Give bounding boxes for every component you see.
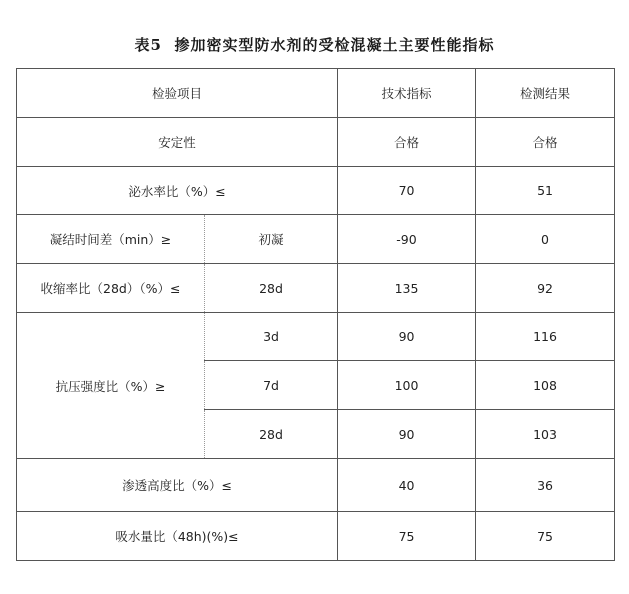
row-spec: 75	[338, 512, 476, 561]
table-row	[17, 264, 615, 313]
row-sub: 7d	[205, 361, 338, 410]
header-result: 检测结果	[476, 69, 615, 118]
row-spec: 100	[338, 361, 476, 410]
row-result: 合格	[476, 118, 615, 167]
row-spec: -90	[338, 215, 476, 264]
table-title: 掺加密实型防水剂的受检混凝土主要性能指标	[174, 36, 495, 54]
row-spec: 70	[338, 167, 476, 215]
row-item: 收缩率比（28d）（%）≤	[17, 264, 205, 313]
row-item: 渗透高度比（%）≤	[17, 459, 338, 512]
row-result: 51	[476, 167, 615, 215]
row-sub: 初凝	[205, 215, 338, 264]
row-sub: 3d	[205, 313, 338, 361]
row-item: 抗压强度比（%）≥	[17, 313, 205, 459]
row-result: 36	[476, 459, 615, 512]
row-sub: 28d	[205, 264, 338, 313]
performance-table	[16, 68, 615, 561]
table-caption	[0, 34, 629, 55]
table-row	[17, 215, 615, 264]
row-spec: 90	[338, 313, 476, 361]
table-row	[17, 118, 615, 167]
row-item: 安定性	[17, 118, 338, 167]
row-spec: 合格	[338, 118, 476, 167]
row-result: 75	[476, 512, 615, 561]
header-spec: 技术指标	[338, 69, 476, 118]
header-item: 检验项目	[17, 69, 338, 118]
row-spec: 90	[338, 410, 476, 459]
row-sub: 28d	[205, 410, 338, 459]
table-row	[17, 512, 615, 561]
row-spec: 135	[338, 264, 476, 313]
table-number: 表5	[134, 36, 162, 54]
row-result: 92	[476, 264, 615, 313]
row-result: 103	[476, 410, 615, 459]
table-row	[17, 167, 615, 215]
row-result: 108	[476, 361, 615, 410]
table-row	[17, 313, 615, 361]
table-header-row	[17, 69, 615, 118]
row-item: 泌水率比（%）≤	[17, 167, 338, 215]
table-row	[17, 459, 615, 512]
row-result: 116	[476, 313, 615, 361]
row-spec: 40	[338, 459, 476, 512]
row-item: 凝结时间差（min）≥	[17, 215, 205, 264]
row-item: 吸水量比（48h)(%)≤	[17, 512, 338, 561]
row-result: 0	[476, 215, 615, 264]
